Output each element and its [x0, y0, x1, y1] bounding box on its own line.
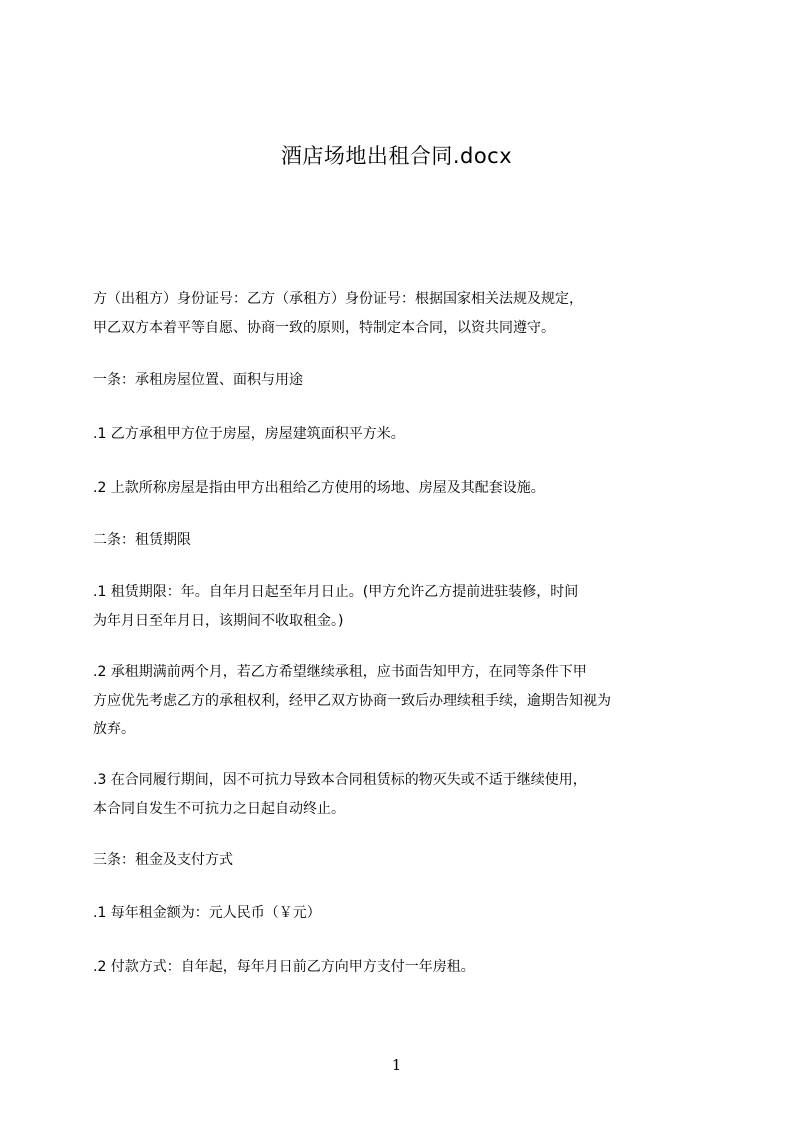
document-title: 酒店场地出租合同.docx	[280, 144, 513, 168]
paragraph-line: 二条：租赁期限	[93, 532, 191, 548]
clause-1-1	[93, 420, 705, 449]
paragraph-line: 为年月日至年月日，该期间不收取租金。)	[93, 612, 344, 629]
paragraph-line: 放弃。	[93, 721, 135, 737]
paragraph-line: 方（出租方）身份证号：乙方（承租方）身份证号：根据国家相关法规及规定，	[93, 291, 583, 307]
paragraph-line: .1 乙方承租甲方位于房屋，房屋建筑面积平方米。	[93, 426, 405, 442]
paragraph-line: 方应优先考虑乙方的承租权利，经甲乙双方协商一致后办理续租手续，逾期告知视为	[93, 692, 611, 709]
paragraph-line: .2 承租期满前两个月，若乙方希望继续承租，应书面告知甲方，在同等条件下甲	[93, 664, 587, 680]
paragraph-line: 甲乙双方本着平等自愿、协商一致的原则，特制定本合同，以资共同遵守。	[93, 319, 555, 336]
article-3-heading	[93, 846, 705, 875]
preamble-paragraph	[93, 285, 705, 342]
paragraph-line: .3 在合同履行期间，因不可抗力导致本合同租赁标的物灭失或不适于继续使用，	[93, 772, 587, 788]
clause-2-3	[93, 766, 705, 823]
paragraph-line: .1 每年租金额为：元人民币（￥元）	[93, 905, 321, 921]
paragraph-line: 本合同自发生不可抗力之日起自动终止。	[93, 800, 345, 817]
clause-3-2	[93, 953, 705, 982]
article-1-heading	[93, 366, 705, 395]
clause-3-1	[93, 899, 705, 928]
clause-2-1	[93, 578, 705, 635]
paragraph-line: .1 租赁期限：年。自年月日起至年月日止。(甲方允许乙方提前进驻装修，时间	[93, 584, 579, 600]
paragraph-line: 一条：承租房屋位置、面积与用途	[93, 372, 303, 388]
page-number: 1	[391, 1056, 402, 1074]
clause-2-2	[93, 658, 705, 744]
article-2-heading	[93, 526, 705, 555]
paragraph-line: .2 上款所称房屋是指由甲方出租给乙方使用的场地、房屋及其配套设施。	[93, 480, 545, 496]
paragraph-line: 三条：租金及支付方式	[93, 852, 233, 868]
clause-1-2	[93, 474, 705, 503]
paragraph-line: .2 付款方式：自年起，每年月日前乙方向甲方支付一年房租。	[93, 959, 475, 975]
